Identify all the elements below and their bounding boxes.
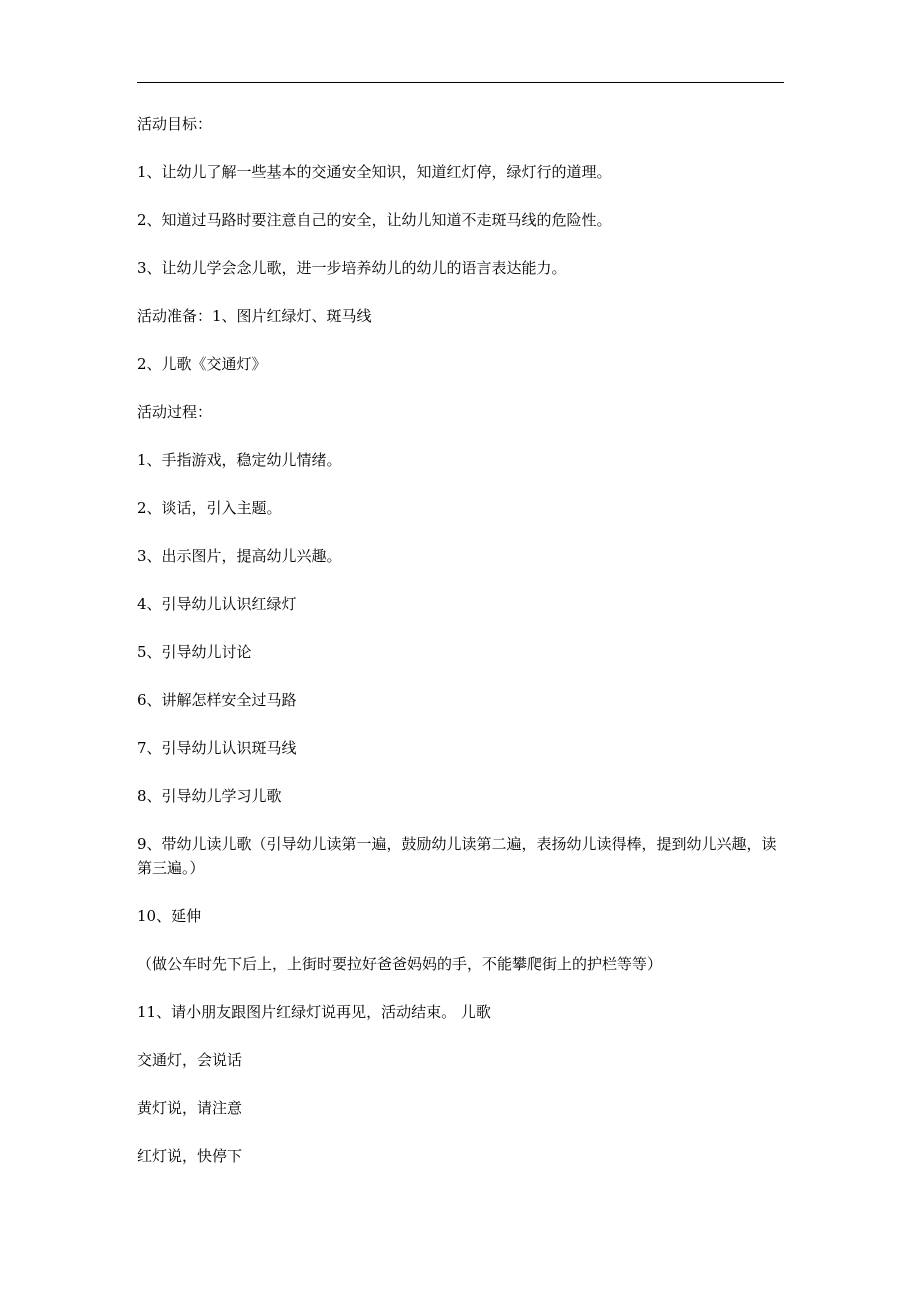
process-step-1: 1、手指游戏，稳定幼儿情绪。 — [137, 451, 342, 469]
process-step-3: 3、出示图片，提高幼儿兴趣。 — [137, 547, 342, 565]
document-body — [137, 112, 784, 1192]
activity-goals-heading: 活动目标： — [137, 115, 213, 133]
goal-1: 1、让幼儿了解一些基本的交通安全知识，知道红灯停，绿灯行的道理。 — [137, 163, 612, 181]
rhyme-line-1: 交通灯，会说话 — [137, 1051, 243, 1069]
process-step-8: 8、引导幼儿学习儿歌 — [137, 787, 282, 805]
activity-preparation: 活动准备：1、图片红绿灯、斑马线 — [137, 307, 372, 325]
activity-process-heading: 活动过程： — [137, 403, 213, 421]
header-rule — [137, 82, 784, 83]
rhyme-line-2: 黄灯说，请注意 — [137, 1099, 243, 1117]
process-step-10: 10、延伸 — [137, 907, 202, 925]
extension-note: （做公车时先下后上，上街时要拉好爸爸妈妈的手，不能攀爬街上的护栏等等） — [137, 955, 663, 973]
goal-2: 2、知道过马路时要注意自己的安全，让幼儿知道不走斑马线的危险性。 — [137, 211, 612, 229]
process-step-11: 11、请小朋友跟图片红绿灯说再见，活动结束。 儿歌 — [137, 1003, 491, 1021]
rhyme-line-3: 红灯说，快停下 — [137, 1147, 243, 1165]
goal-3: 3、让幼儿学会念儿歌，进一步培养幼儿的幼儿的语言表达能力。 — [137, 259, 567, 277]
process-step-2: 2、谈话，引入主题。 — [137, 499, 282, 517]
process-step-4: 4、引导幼儿认识红绿灯 — [137, 595, 297, 613]
preparation-2: 2、儿歌《交通灯》 — [137, 355, 267, 373]
process-step-5: 5、引导幼儿讨论 — [137, 643, 252, 661]
process-step-7: 7、引导幼儿认识斑马线 — [137, 739, 297, 757]
process-step-6: 6、讲解怎样安全过马路 — [137, 691, 297, 709]
process-step-9: 9、带幼儿读儿歌（引导幼儿读第一遍，鼓励幼儿读第二遍，表扬幼儿读得棒，提到幼儿兴趣，读第三遍。） — [137, 835, 777, 877]
